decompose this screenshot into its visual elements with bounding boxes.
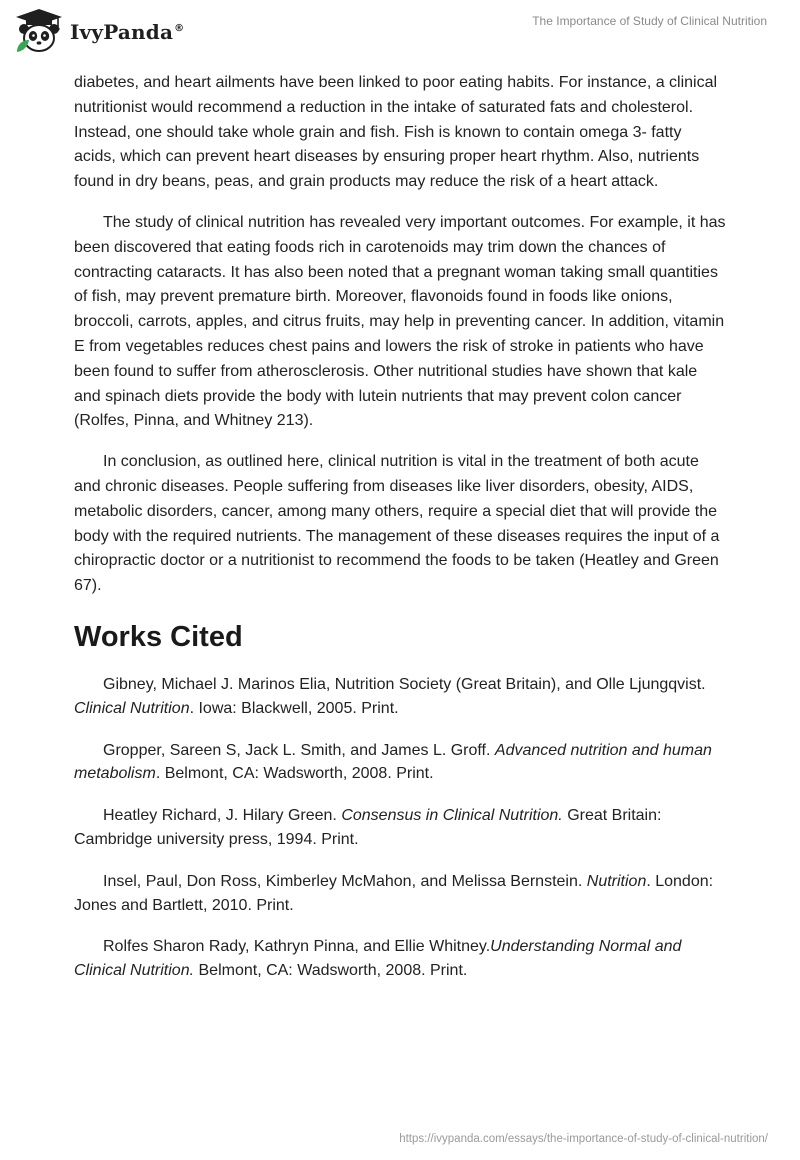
citation-entry: Heatley Richard, J. Hilary Green. Consensus in Clinical Nutrition. Great Britain: Cambridge university press, 1994. Print. — [74, 807, 662, 848]
document-title: The Importance of Study of Clinical Nutrition — [532, 14, 767, 28]
panda-graduate-icon — [14, 8, 64, 54]
essay-body — [74, 71, 726, 1001]
citation-entry: Insel, Paul, Don Ross, Kimberley McMahon, and Melissa Bernstein. Nutrition. London: Jones and Bartlett, 2010. Print. — [74, 872, 714, 914]
citation-title: Nutrition — [586, 872, 647, 890]
body-paragraph: In conclusion, as outlined here, clinical nutrition is vital in the treatment of both acute and chronic diseases. People suffering from diseases like liver disorders, obesity, AIDS, metabolic disorders, cancer, among many others, require a special diet that will provide the body with the required nutrients. The management of these diseases requires the input of a chiropractic doctor or a nutritionist to recommend the foods to be taken (Heatley and Green 67). — [74, 453, 720, 595]
brand-name: IvyPanda® — [70, 20, 185, 44]
citation-title: Clinical Nutrition — [74, 699, 190, 717]
citation-entry: Gibney, Michael J. Marinos Elia, Nutrition Society (Great Britain), and Olle Ljungqvist. Clinical Nutrition. Iowa: Blackwell, 2005. Print. — [74, 675, 706, 717]
body-paragraph: diabetes, and heart ailments have been linked to poor eating habits. For instance, a clinical nutritionist would recommend a reduction in the intake of saturated fats and cholesterol. Instead, one should take whole grain and fish. Fish is known to contain omega 3- fatty acids, which can prevent heart diseases by ensuring proper heart rhythm. Also, nutrients found in dry beans, peas, and grain products may reduce the risk of a heart attack. — [74, 74, 718, 191]
citation-title: Understanding Normal and Clinical Nutrition. — [74, 938, 682, 980]
citation-entry: Gropper, Sareen S, Jack L. Smith, and James L. Groff. Advanced nutrition and human metabolism. Belmont, CA: Wadsworth, 2008. Print. — [74, 741, 712, 783]
citation-title: Advanced nutrition and human metabolism — [74, 741, 712, 783]
page-header — [0, 0, 800, 60]
citation-entry: Rolfes Sharon Rady, Kathryn Pinna, and Ellie Whitney.Understanding Normal and Clinical Nutrition. Belmont, CA: Wadsworth, 2008. Print. — [74, 938, 682, 980]
ivypanda-logo[interactable] — [14, 8, 184, 54]
body-paragraph: The study of clinical nutrition has revealed very important outcomes. For example, it has been discovered that eating foods rich in carotenoids may trim down the chances of contracting cataracts. It has also been noted that a pregnant woman taking small quantities of fish, may prevent premature birth. Moreover, flavonoids found in foods like onions, broccoli, carrots, apples, and citrus fruits, may help in preventing cancer. In addition, vitamin E from vegetables reduces chest pains and lowers the risk of stroke in patients who have been found to suffer from atherosclerosis. Other nutritional studies have shown that kale and spinach diets provide the body with lutein nutrients that may prevent colon cancer (Rolfes, Pinna, and Whitney 213). — [74, 213, 726, 430]
registered-mark: ® — [174, 23, 185, 35]
works-cited-heading: Works Cited — [74, 620, 243, 653]
source-url-link[interactable]: https://ivypanda.com/essays/the-importance-of-study-of-clinical-nutrition/ — [399, 1133, 768, 1145]
citation-title: Consensus in Clinical Nutrition. — [341, 807, 563, 825]
